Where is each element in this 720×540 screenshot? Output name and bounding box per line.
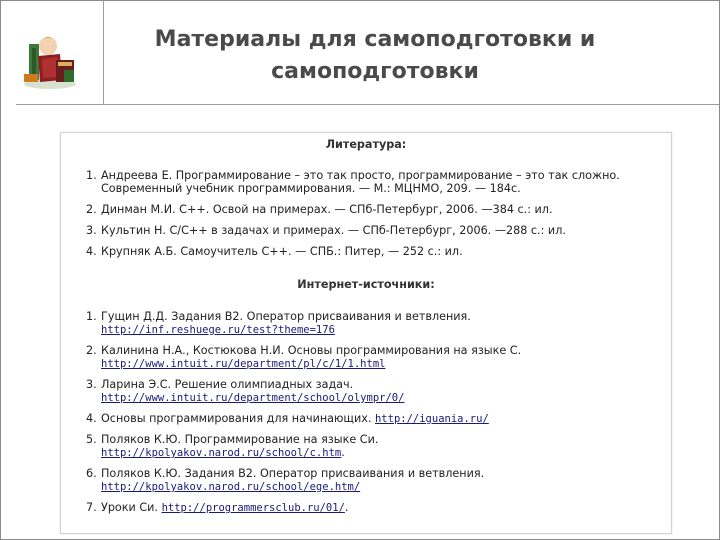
internet-heading-text: Интернет-источники: bbox=[297, 278, 435, 291]
literature-item bbox=[61, 245, 671, 258]
internet-heading bbox=[61, 278, 671, 291]
item-text: Культин Н. С/С++ в задачах и примерах. — СПб-Петербург, 2006. —288 с.: ил. bbox=[101, 224, 566, 237]
item-link[interactable]: http://programmersclub.ru/01/ bbox=[161, 502, 345, 514]
header-divider-horizontal bbox=[16, 104, 719, 105]
internet-item bbox=[61, 310, 671, 337]
item-number: 4. bbox=[86, 245, 97, 258]
literature-item bbox=[61, 203, 671, 216]
item-number: 2. bbox=[86, 344, 97, 357]
item-text: Уроки Си. bbox=[101, 501, 158, 514]
item-text: Крупняк А.Б. Самоучитель С++. — СПБ.: Питер, — 252 с.: ил. bbox=[101, 245, 463, 258]
item-text: Гущин Д.Д. Задания В2. Оператор присваивания и ветвления. bbox=[101, 310, 471, 323]
literature-item bbox=[61, 169, 671, 195]
item-link[interactable]: http://kpolyakov.narod.ru/school/c.htm bbox=[101, 447, 342, 459]
item-number: 6. bbox=[86, 467, 97, 480]
item-text: Андреева Е. Программирование – это так просто, программирование – это так сложно. Современный учебник программирования. — М.: МЦНМО, 209. — 184с. bbox=[101, 169, 620, 195]
item-number: 1. bbox=[86, 310, 97, 323]
item-link[interactable]: http://www.intuit.ru/department/school/olympr/0/ bbox=[101, 392, 405, 404]
page-title bbox=[105, 24, 645, 88]
internet-item bbox=[61, 412, 671, 426]
item-tail: . bbox=[344, 501, 349, 514]
item-number: 7. bbox=[86, 501, 97, 514]
item-link[interactable]: http://iguania.ru/ bbox=[374, 413, 489, 425]
literature-list bbox=[61, 169, 671, 266]
literature-heading bbox=[61, 138, 671, 151]
item-number: 5. bbox=[86, 433, 97, 446]
reading-student-book-icon bbox=[20, 26, 80, 92]
internet-item bbox=[61, 501, 671, 515]
item-text: Основы программирования для начинающих. bbox=[101, 412, 372, 425]
internet-item bbox=[61, 467, 671, 494]
item-number: 3. bbox=[86, 378, 97, 391]
item-link[interactable]: http://inf.reshuege.ru/test?theme=176 bbox=[101, 324, 335, 336]
literature-heading-text: Литература: bbox=[325, 138, 407, 151]
item-text: Поляков К.Ю. Задания В2. Оператор присваивания и ветвления. bbox=[101, 467, 485, 480]
item-number: 4. bbox=[86, 412, 97, 425]
item-number: 3. bbox=[86, 224, 97, 237]
internet-item bbox=[61, 378, 671, 405]
item-text: Динман М.И. С++. Освой на примерах. — СПб-Петербург, 2006. —384 с.: ил. bbox=[101, 203, 553, 216]
content-box bbox=[60, 132, 672, 534]
item-link[interactable]: http://kpolyakov.narod.ru/school/ege.htm/ bbox=[101, 481, 361, 493]
item-number: 2. bbox=[86, 203, 97, 216]
item-text: Поляков К.Ю. Программирование на языке Си. bbox=[101, 433, 379, 446]
literature-item bbox=[61, 224, 671, 237]
page-title-line-1: Материалы для самоподготовки и bbox=[154, 27, 596, 52]
internet-item bbox=[61, 433, 671, 460]
item-number: 1. bbox=[86, 169, 97, 182]
item-text: Калинина Н.А., Костюкова Н.И. Основы программирования на языке С. bbox=[101, 344, 522, 357]
internet-list bbox=[61, 310, 671, 522]
item-text: Ларина Э.С. Решение олимпиадных задач. bbox=[101, 378, 354, 391]
header-divider-vertical bbox=[103, 0, 104, 105]
internet-item bbox=[61, 344, 671, 371]
item-tail: . bbox=[341, 446, 345, 459]
item-link[interactable]: http://www.intuit.ru/department/pl/c/1/1.html bbox=[101, 358, 386, 370]
page-title-line-2: самоподготовки bbox=[271, 59, 479, 84]
